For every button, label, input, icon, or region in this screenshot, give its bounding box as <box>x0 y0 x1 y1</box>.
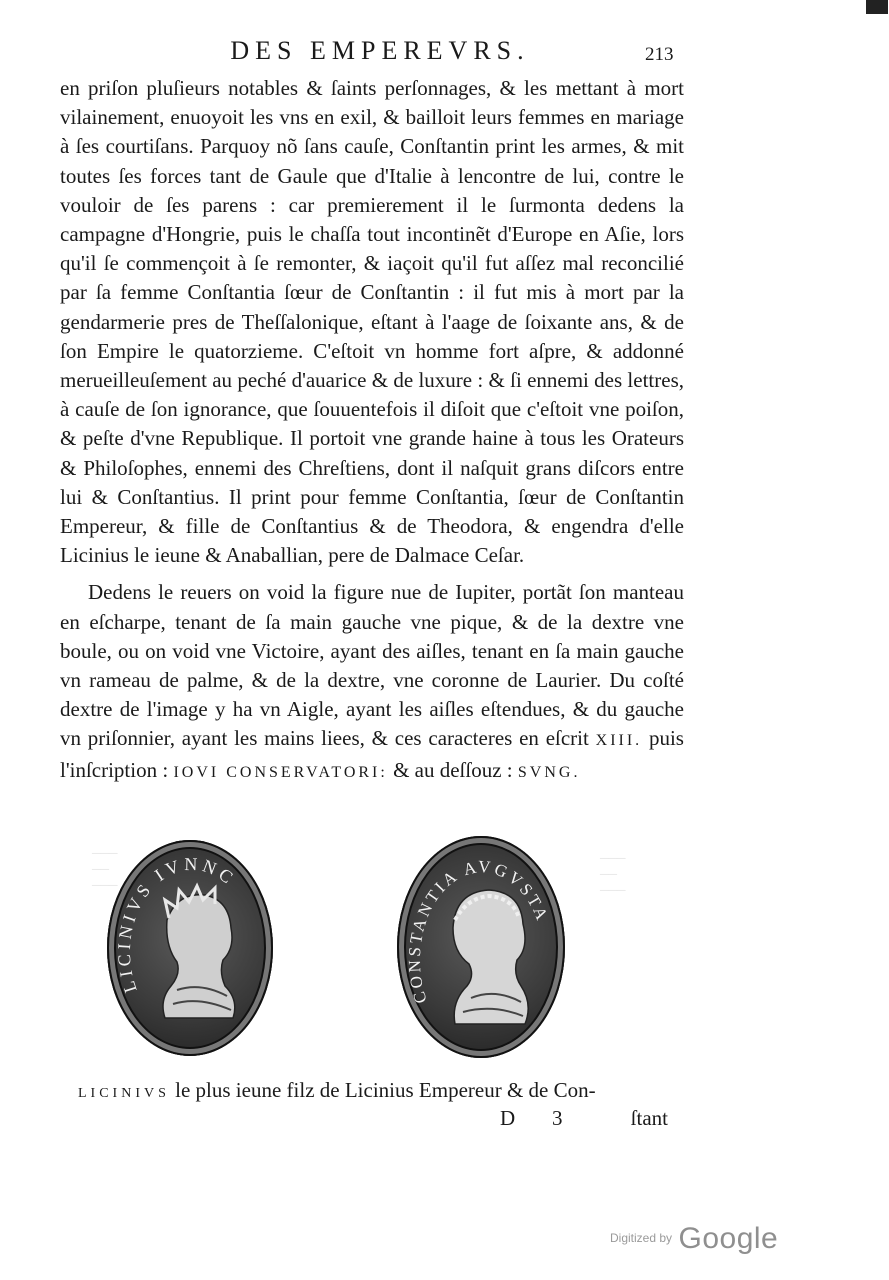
watermark-prefix: Digitized by <box>610 1231 673 1245</box>
signature-mark: D <box>500 1106 516 1130</box>
reverse-description-end: & au deſſouz : <box>387 757 518 782</box>
page-number: 213 <box>645 44 674 65</box>
digitized-watermark <box>610 1222 778 1256</box>
running-title: DES EMPEREVRS. <box>230 36 530 65</box>
reverse-description-mid: puis l'inſcription : <box>60 726 684 782</box>
paragraph-reverse-description <box>60 578 684 786</box>
main-text <box>60 74 684 787</box>
coin-caption <box>78 1078 658 1103</box>
show-through-left: ─── ── ─── <box>92 846 118 892</box>
licinius-portrait-medallion <box>107 840 273 1056</box>
paragraph-licinius-life: en priſon pluſieurs notables & ſaints perſonnages, & les mettant à mort vilainement, enuoyoit les vns en exil, & bailloit leurs femmes en mariage à ſes courtiſans. Parquoy nõ ſans cauſe, Conſtantin print les armes, & mit toutes ſes forces tant de Gaule que d'Italie à lencontre de lui, contre le vouloir de ſes parens : car premierement il le ſurmonta dedens la campagne d'Hongrie, puis le chaſſa tout incontinẽt d'Europe en Aſie, lors qu'il ſe commençoit à ſe remonter, & iaçoit qu'il fut aſſez mal reconcilié par ſa femme Conſtantia ſœur de Conſtantin : il fut mis à mort par la gendarmerie pres de Theſſalonique, eſtant à l'aage de ſoixante ans, & de ſon Empire le quatorzieme. C'eſtoit vn homme fort aſpre, & addonné merueilleuſement au peché d'auarice & de luxure : & ſi ennemi des lettres, à cauſe de ſon ignorance, que ſouuentefois il diſoit que c'eſtoit vne poiſon, & peſte d'vne Republique. Il portoit vne grande haine à tous les Orateurs & Philoſophes, ennemi des Chreſtiens, dont il naſquit grans diſcors entre lui & Conſtantius. Il print pour femme Conſtantia, ſœur de Conſtantin Empereur, & fille de Conſtantius & de Theodora, & engendra d'elle Licinius le ieune & Anaballian, pere de Dalmace Ceſar. <box>60 76 684 568</box>
google-logo: Google <box>678 1222 779 1255</box>
coin-inscription: IOVI CONSERVATORI: <box>173 763 388 781</box>
coin-right-legend: CONSTANTIA AVGVSTA <box>404 856 553 1006</box>
constantia-portrait-medallion <box>397 836 565 1058</box>
mint-mark: SVNG. <box>517 763 581 781</box>
caption-text: le plus ieune filz de Licinius Empereur & de Con- <box>169 1078 596 1102</box>
show-through-right: ─── ── ─── <box>600 851 626 897</box>
coin-left-legend: LICINIVS IVNNC <box>113 854 240 996</box>
numeral: XIII. <box>595 732 643 750</box>
scan-corner-mark <box>866 0 888 14</box>
catchword: ſtant <box>630 1106 668 1130</box>
caption-name: LICINIVS <box>78 1086 170 1101</box>
signature-number: 3 <box>552 1106 563 1130</box>
coin-licinius <box>107 840 273 1056</box>
reverse-description-text: Dedens le reuers on void la figure nue de Iupiter, portãt ſon manteau en eſcharpe, tenant de ſa main gauche vne pique, & de la dextre vne boule, ou on void vne Victoire, ayant des aiſles, tenant en ſa main gauche vn rameau de palme, & de la dextre, vne coronne de Laurier. Du coſté dextre de l'image y ha vn Aigle, ayant les aiſles eſtendues, & du gauche vn priſonnier, ayant les mains liees, & ces caracteres en eſcrit <box>60 580 684 751</box>
coin-constantia <box>397 836 565 1058</box>
